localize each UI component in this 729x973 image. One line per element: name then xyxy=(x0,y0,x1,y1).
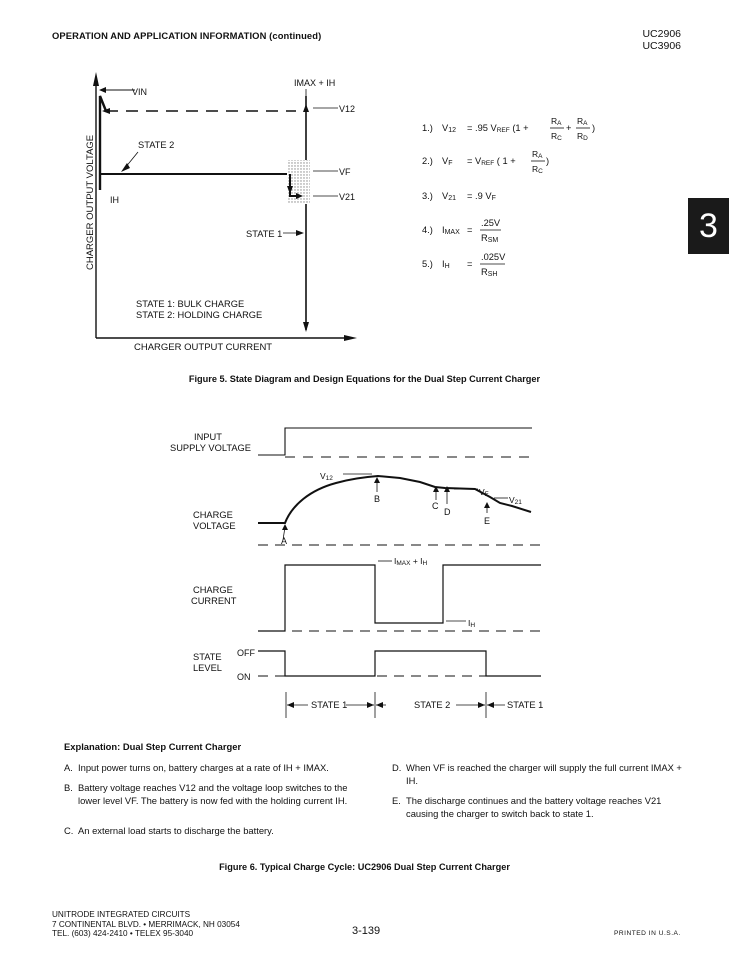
eq3-number: 3.) xyxy=(422,191,433,201)
eq3-rhs: = .9 VF xyxy=(467,191,496,202)
item-d-text: When VF is reached the charger will supply the full current IMAX + IH. xyxy=(406,762,682,786)
event-a-label: A xyxy=(281,536,288,546)
eq5-lhs: IH xyxy=(442,259,450,270)
state1b-span-label: STATE 1 xyxy=(507,700,544,710)
event-b-arrow-icon xyxy=(374,477,380,483)
label-v21-timing: V21 xyxy=(509,495,522,506)
eq3-lhs: V21 xyxy=(442,191,456,202)
svg-text:=: = xyxy=(467,259,473,269)
eq2-ra: RA xyxy=(532,149,543,160)
item-b-label: B. xyxy=(64,782,73,793)
label-imax-ih: IMAX + IH xyxy=(294,78,336,88)
state-off-label: OFF xyxy=(237,648,255,658)
event-b-label: B xyxy=(374,494,381,504)
part-number-2: UC3906 xyxy=(642,40,681,52)
label-vf: VF xyxy=(339,167,351,177)
printed-in: PRINTED IN U.S.A. xyxy=(614,930,681,937)
section-tab: 3 xyxy=(688,198,729,254)
state-on-label: ON xyxy=(237,672,251,682)
legend-state2: STATE 2: HOLDING CHARGE xyxy=(136,310,263,320)
eq4-numerator: .25V xyxy=(481,218,501,228)
item-b-text: Battery voltage reaches V12 and the voltage loop switches to the lower level VF. The battery is now fed with the holding current IH. xyxy=(78,782,348,806)
charge-current-label-2: CURRENT xyxy=(191,596,237,606)
page-number: 3-139 xyxy=(352,925,381,937)
label-vin: VIN xyxy=(132,87,148,97)
state2-span-label: STATE 2 xyxy=(414,700,451,710)
eq1-lhs: V12 xyxy=(442,123,456,134)
state1-span-label: STATE 1 xyxy=(311,700,348,710)
state-level-label-1: STATE xyxy=(193,652,222,662)
event-a-arrow-icon xyxy=(282,524,288,530)
svg-text:+: + xyxy=(566,123,572,133)
charge-voltage-label-2: VOLTAGE xyxy=(193,521,236,531)
item-a-label: A. xyxy=(64,762,73,773)
eq2-rc: RC xyxy=(532,164,543,175)
explanation-item-b xyxy=(64,782,354,807)
item-d-label: D. xyxy=(392,762,402,773)
eq1-ra2: RA xyxy=(577,116,588,127)
eq2-rhs: = VREF ( 1 + xyxy=(467,156,516,167)
svg-text:): ) xyxy=(592,123,596,133)
footer-street: 7 CONTINENTAL BLVD. • MERRIMACK, NH 03054 xyxy=(52,919,240,929)
label-v12: V12 xyxy=(339,104,356,114)
item-a-text: Input power turns on, battery charges at a rate of IH + IMAX. xyxy=(78,762,329,773)
eq5-number: 5.) xyxy=(422,259,433,269)
explanation-item-a xyxy=(64,762,364,775)
eq1-rd: RD xyxy=(577,131,588,142)
section-header: OPERATION AND APPLICATION INFORMATION (continued) xyxy=(52,30,322,41)
x-axis-label: CHARGER OUTPUT CURRENT xyxy=(134,342,273,353)
input-label-1: INPUT xyxy=(194,432,222,442)
eq4-denominator: RSM xyxy=(481,233,499,244)
explanation-item-e xyxy=(392,795,682,820)
explanation-item-d xyxy=(392,762,682,787)
label-state2: STATE 2 xyxy=(138,140,175,150)
legend-state1: STATE 1: BULK CHARGE xyxy=(136,299,245,309)
label-vf-timing: VF xyxy=(479,487,489,498)
event-e-arrow-icon xyxy=(484,502,490,508)
item-c-label: C. xyxy=(64,825,74,836)
charge-voltage-waveform xyxy=(258,476,531,523)
figure6-caption: Figure 6. Typical Charge Cycle: UC2906 Dual Step Current Charger xyxy=(219,862,510,872)
explanation-title: Explanation: Dual Step Current Charger xyxy=(64,741,242,752)
label-state1: STATE 1 xyxy=(246,229,283,239)
eq1-ra1: RA xyxy=(551,116,562,127)
input-waveform xyxy=(258,428,532,455)
figure5-caption: Figure 5. State Diagram and Design Equations for the Dual Step Current Charger xyxy=(188,374,541,384)
event-d-label: D xyxy=(444,507,451,517)
eq1-rc: RC xyxy=(551,131,562,142)
item-e-label: E. xyxy=(392,795,401,806)
svg-text:): ) xyxy=(546,156,550,166)
label-v12-timing: V12 xyxy=(320,471,333,482)
y-axis-label: CHARGER OUTPUT VOLTAGE xyxy=(85,134,96,270)
item-e-text: The discharge continues and the battery voltage reaches V21 causing the charger to switch back to state 1. xyxy=(406,795,662,819)
state-level-label-2: LEVEL xyxy=(193,663,222,673)
input-label-2: SUPPLY VOLTAGE xyxy=(170,443,251,453)
eq5-numerator: .025V xyxy=(481,252,506,262)
label-imax-ih-timing: IMAX + IH xyxy=(394,556,428,567)
eq1-number: 1.) xyxy=(422,123,433,133)
eq2-lhs: VF xyxy=(442,156,453,167)
item-c-text: An external load starts to discharge the battery. xyxy=(78,825,274,836)
event-c-label: C xyxy=(432,501,439,511)
charge-current-label-1: CHARGE xyxy=(193,585,233,595)
eq4-number: 4.) xyxy=(422,225,433,235)
label-v21: V21 xyxy=(339,192,356,202)
eq2-number: 2.) xyxy=(422,156,433,166)
svg-text:=: = xyxy=(467,225,473,235)
part-number-1: UC2906 xyxy=(642,28,681,40)
eq5-denominator: RSH xyxy=(481,267,498,278)
footer-company: UNITRODE INTEGRATED CIRCUITS xyxy=(52,910,191,919)
explanation-item-c xyxy=(64,825,354,838)
event-e-label: E xyxy=(484,516,491,526)
charge-voltage-label-1: CHARGE xyxy=(193,510,233,520)
label-ih: IH xyxy=(110,195,119,205)
charge-current-waveform xyxy=(258,565,541,631)
eq1-rhs: = .95 VREF (1 + xyxy=(467,123,529,134)
eq4-lhs: IMAX xyxy=(442,225,460,236)
footer-address xyxy=(52,910,240,939)
footer-phone: TEL. (603) 424-2410 • TELEX 95-3040 xyxy=(52,929,194,938)
state-level-waveform xyxy=(258,651,541,676)
label-ih-timing: IH xyxy=(468,618,476,629)
